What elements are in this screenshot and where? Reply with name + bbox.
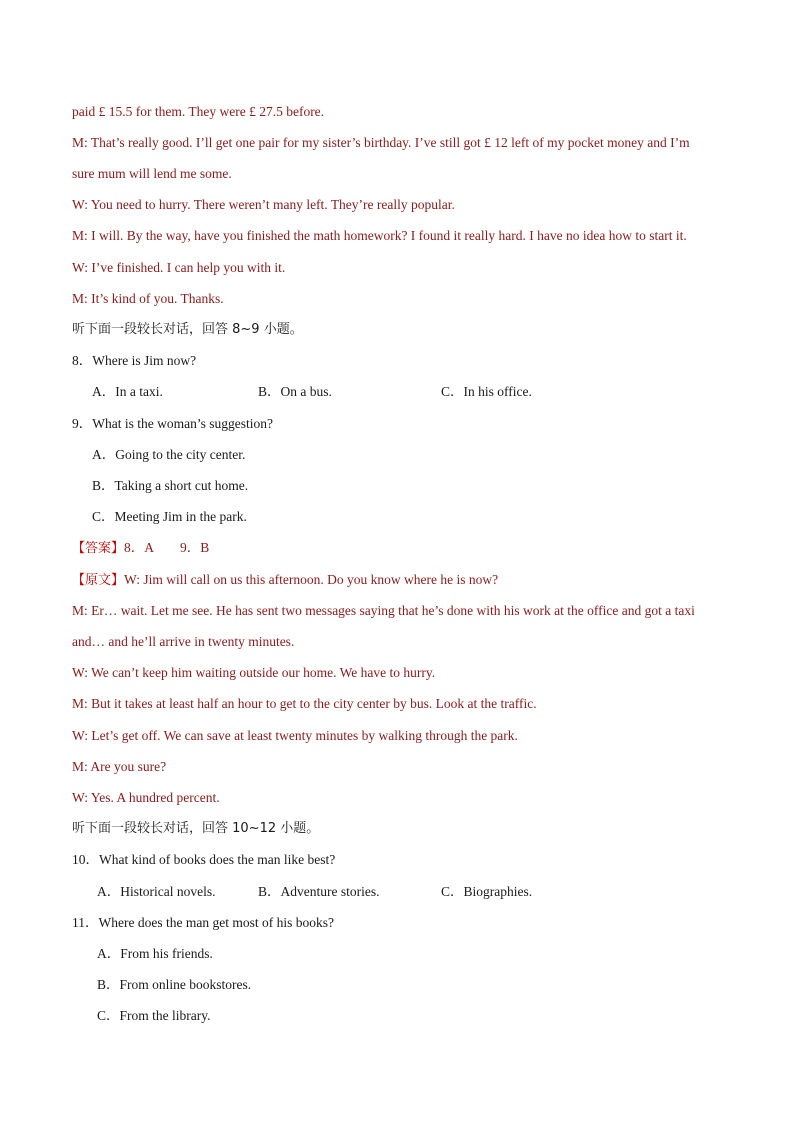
dialogue-line: paid £ 15.5 for them. They were £ 27.5 before. bbox=[72, 104, 325, 119]
answer-9: 9．B bbox=[180, 540, 210, 555]
transcript-line: M: Er… wait. Let me see. He has sent two messages saying that he’s done with his work at the office and got a taxi bbox=[72, 603, 695, 618]
q11-option-a: A．From his friends. bbox=[97, 946, 213, 961]
q9-option-c: C．Meeting Jim in the park. bbox=[92, 509, 247, 524]
transcript-line: M: Are you sure? bbox=[72, 759, 167, 774]
section-header: 听下面一段较长对话，回答 8~9 小题。 bbox=[72, 322, 303, 337]
q9-option-a: A．Going to the city center. bbox=[92, 447, 246, 462]
q10-option-b: B．Adventure stories. bbox=[258, 884, 380, 899]
q10-option-a: A．Historical novels. bbox=[97, 884, 216, 899]
q11-option-c: C．From the library. bbox=[97, 1008, 211, 1023]
transcript-tag: 【原文】 bbox=[72, 573, 125, 588]
transcript-line: W: Yes. A hundred percent. bbox=[72, 790, 220, 805]
question-9: 9．What is the woman’s suggestion? bbox=[72, 416, 273, 431]
transcript-first-line bbox=[72, 571, 498, 590]
dialogue-line: M: That’s really good. I’ll get one pair for my sister’s birthday. I’ve still got £ 12 left of my pocket money and I’m bbox=[72, 135, 690, 150]
q10-option-c: C．Biographies. bbox=[441, 884, 533, 899]
q8-option-c: C．In his office. bbox=[441, 384, 532, 399]
transcript-line: W: We can’t keep him waiting outside our home. We have to hurry. bbox=[72, 665, 436, 680]
question-10: 10．What kind of books does the man like best? bbox=[72, 852, 336, 867]
transcript-text: W: Jim will call on us this afternoon. Do you know where he is now? bbox=[124, 572, 499, 587]
transcript-line: W: Let’s get off. We can save at least twenty minutes by walking through the park. bbox=[72, 728, 518, 743]
dialogue-line: M: It’s kind of you. Thanks. bbox=[72, 291, 224, 306]
answer-tag: 【答案】 bbox=[72, 541, 125, 556]
transcript-line: and… and he’ll arrive in twenty minutes. bbox=[72, 634, 295, 649]
dialogue-line: W: You need to hurry. There weren’t many left. They’re really popular. bbox=[72, 197, 455, 212]
transcript-line: M: But it takes at least half an hour to get to the city center by bus. Look at the traffic. bbox=[72, 696, 537, 711]
answer-8: 8．A bbox=[124, 540, 155, 555]
section-header: 听下面一段较长对话，回答 10~12 小题。 bbox=[72, 821, 320, 836]
dialogue-line: M: I will. By the way, have you finished the math homework? I found it really hard. I have no idea how to start it. bbox=[72, 228, 687, 243]
q9-option-b: B．Taking a short cut home. bbox=[92, 478, 249, 493]
dialogue-line: W: I’ve finished. I can help you with it. bbox=[72, 260, 286, 275]
q11-option-b: B．From online bookstores. bbox=[97, 977, 252, 992]
dialogue-line: sure mum will lend me some. bbox=[72, 166, 232, 181]
q8-option-a: A．In a taxi. bbox=[92, 384, 163, 399]
question-8: 8．Where is Jim now? bbox=[72, 353, 197, 368]
answer-line bbox=[72, 539, 209, 558]
question-11: 11．Where does the man get most of his books? bbox=[72, 915, 334, 930]
q8-option-b: B．On a bus. bbox=[258, 384, 332, 399]
